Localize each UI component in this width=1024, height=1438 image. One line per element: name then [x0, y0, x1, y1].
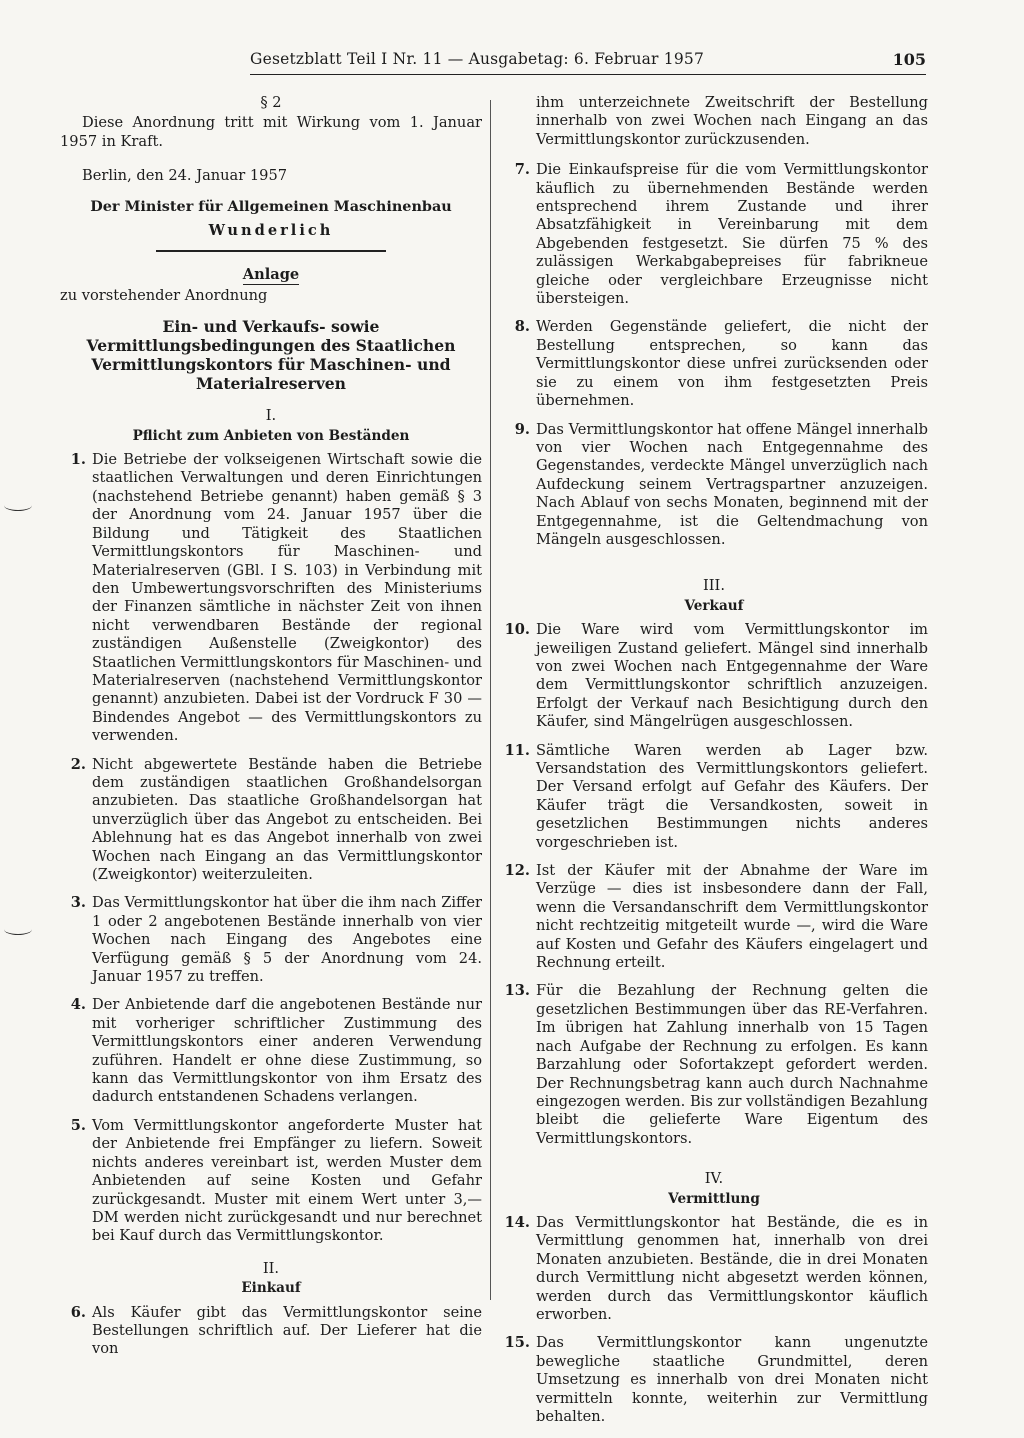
item-text: Als Käufer gibt das Vermittlungskontor seine Bestellungen schriftlich auf. Der Lieferer hat die von	[92, 1303, 482, 1358]
list-item-continuation	[500, 94, 928, 149]
list-item	[60, 996, 482, 1106]
item-text: Das Vermittlungskontor hat Bestände, die es in Vermittlung genommen hat, innerhalb von drei Monaten anzubieten. Bestände, die in drei Monaten durch Vermittlung nicht abgesetzt werden können, werden durch das Vermittlungskontor käuflich erworben.	[536, 1213, 928, 1323]
part-title: Einkauf	[241, 1280, 301, 1297]
item-number: 3.	[70, 894, 86, 912]
page-header	[250, 50, 926, 86]
margin-pencil-mark	[4, 924, 32, 935]
item-number: 4.	[70, 996, 86, 1014]
part-title: Pflicht zum Anbieten von Beständen	[132, 427, 410, 444]
item-number: 10.	[504, 621, 530, 639]
part-number: IV.	[704, 1170, 724, 1188]
right-column	[500, 94, 928, 1436]
list-item	[500, 982, 928, 1148]
annex-heading	[60, 266, 482, 284]
item-text: Das Vermittlungskontor kann ungenutzte bewegliche staatliche Grundmittel, deren Umsetzung es innerhalb von drei Monaten nicht vermitteln konnte, weiterhin zur Vermittlung behalten.	[536, 1334, 928, 1425]
list-item	[500, 1214, 928, 1324]
part-number: I.	[265, 407, 277, 425]
document-title: Ein- und Verkaufs- sowie Vermittlungsbedingungen des Staatlichen Vermittlungskontors für Maschinen- und Materialreserven	[86, 317, 456, 394]
list-item	[60, 1304, 482, 1359]
signer-name: Wunderlich	[208, 222, 334, 240]
list-item	[60, 756, 482, 885]
item-text: Für die Bezahlung der Rechnung gelten die gesetzlichen Bestimmungen über das RE-Verfahren. Im übrigen hat Zahlung innerhalb von 15 Tagen nach Aufgabe der Rechnung zu erfolgen. Es kann Barzahlung oder Sofortakzept gefordert werden. Der Rechnungsbetrag kann auch durch Nachnahme eingezogen werden. Bis zur vollständigen Bezahlung bleibt die gelieferte Ware Eigentum des Vermittlungskontors.	[536, 982, 928, 1147]
list-item	[500, 318, 928, 410]
part-number: III.	[703, 577, 725, 595]
list-item	[60, 894, 482, 986]
minister-title: Der Minister für Allgemeinen Maschinenbau	[90, 197, 452, 215]
item-number: 6.	[70, 1303, 86, 1321]
item-text: Der Anbietende darf die angebotenen Bestände nur mit vorheriger schriftlicher Zustimmung des Vermittlungskontors einer anderen Verwendung zuführen. Handelt er ohne diese Zustimmung, so kann das Vermittlungskontor von ihm Ersatz des dadurch entstandenen Schadens verlangen.	[92, 996, 482, 1106]
annex-subtitle: zu vorstehender Anordnung	[60, 286, 268, 304]
margin-pencil-mark	[4, 500, 32, 511]
list-item	[500, 161, 928, 308]
item-number: 13.	[504, 982, 530, 1000]
section-mark: § 2	[260, 94, 282, 111]
item-text: ihm unterzeichnete Zweitschrift der Bestellung innerhalb von zwei Wochen nach Eingang an das Vermittlungskontor zurückzusenden.	[536, 94, 928, 148]
item-text: Das Vermittlungskontor hat offene Mängel innerhalb von vier Wochen nach Entgegennahme des Gegenstandes, verdeckte Mängel unverzüglich nach Aufdeckung seinem Vertragspartner anzuzeigen. Nach Ablauf von sechs Monaten, beginnend mit der Entgegennahme, ist die Geltendmachung von Mängeln ausgeschlossen.	[536, 420, 928, 548]
part-number: II.	[262, 1259, 280, 1277]
item-number: 9.	[514, 420, 530, 438]
list-item	[500, 421, 928, 550]
list-item	[500, 1334, 928, 1426]
list-item	[500, 621, 928, 731]
part-title: Verkauf	[684, 597, 744, 614]
item-number: 5.	[70, 1116, 86, 1134]
list-item	[60, 1117, 482, 1246]
list-item	[500, 862, 928, 972]
item-text: Sämtliche Waren werden ab Lager bzw. Versandstation des Vermittlungskontors geliefert. Der Versand erfolgt auf Gefahr des Käufers. Der Käufer trägt die Versandkosten, soweit in gesetzlichen Bestimmungen nichts anderes vorgeschrieben ist.	[536, 741, 928, 851]
item-number: 1.	[70, 451, 86, 469]
item-number: 11.	[504, 741, 530, 759]
item-number: 14.	[504, 1213, 530, 1231]
item-number: 15.	[504, 1334, 530, 1352]
annex-label: Anlage	[242, 266, 300, 284]
item-text: Werden Gegenstände geliefert, die nicht der Bestellung entsprechen, so kann das Vermittlungskontor diese unfrei zurücksenden oder sie zu einem von ihm festgesetzten Preis übernehmen.	[536, 318, 928, 410]
part-title: Vermittlung	[668, 1190, 760, 1207]
left-column	[60, 94, 482, 1369]
item-text: Das Vermittlungskontor hat über die ihm nach Ziffer 1 oder 2 angebotenen Bestände innerhalb von vier Wochen nach Eingang des Angebotes eine Verfügung gemäß § 5 der Anordnung vom 24. Januar 1957 zu treffen.	[92, 894, 482, 986]
header-rule	[250, 74, 926, 75]
item-number: 8.	[514, 318, 530, 336]
item-text: Vom Vermittlungskontor angeforderte Muster hat der Anbietende frei Empfänger zu liefern. Soweit nichts anderes vereinbart ist, werden Muster dem Anbietenden auf seine Kosten und Gefahr zurückgesandt. Muster mit einem Wert unter 3,— DM werden nicht zurückgesandt und nur berechnet bei Kauf durch das Vermittlungskontor.	[92, 1116, 482, 1245]
list-item	[60, 451, 482, 746]
header-title: Gesetzblatt Teil I Nr. 11 — Ausgabetag: 6. Februar 1957	[250, 50, 705, 68]
item-number: 7.	[514, 161, 530, 179]
item-text: Ist der Käufer mit der Abnahme der Ware im Verzüge — dies ist insbesondere dann der Fall, wenn die Versandanschrift dem Vermittlungskontor nicht rechtzeitig mitgeteilt wurde —, wird die Ware auf Kosten und Gefahr des Käufers eingelagert und Rechnung erteilt.	[536, 862, 928, 972]
item-text: Nicht abgewertete Bestände haben die Betriebe dem zuständigen staatlichen Großhandelsorgan anzubieten. Das staatliche Großhandelsorgan hat unverzüglich über das Angebot zu entscheiden. Bei Ablehnung hat es das Angebot innerhalb von zwei Wochen nach Eingang an das Vermittlungskontor (Zweigkontor) weiterzuleiten.	[92, 755, 482, 883]
section-text: Diese Anordnung tritt mit Wirkung vom 1. Januar 1957 in Kraft.	[60, 114, 482, 150]
column-divider	[490, 100, 491, 1300]
item-text: Die Ware wird vom Vermittlungskontor im jeweiligen Zustand geliefert. Mängel sind innerhalb von zwei Wochen nach Entgegennahme der Ware dem Vermittlungskontor schriftlich anzuzeigen. Erfolgt der Verkauf nach Besichtigung durch den Käufer, sind Mängelrügen ausgeschlossen.	[536, 621, 928, 731]
item-text: Die Einkaufspreise für die vom Vermittlungskontor käuflich zu übernehmenden Bestände werden entsprechend ihrem Zustande und ihrer Absatzfähigkeit in Vereinbarung mit dem Abgebenden festgesetzt. Sie dürfen 75 % des zulässigen Werkabgabepreises für fabrikneue gleiche oder vergleichbare Erzeugnisse nicht übersteigen.	[536, 161, 928, 308]
item-number: 2.	[70, 755, 86, 773]
item-text: Die Betriebe der volkseigenen Wirtschaft sowie die staatlichen Verwaltungen und deren Einrichtungen (nachstehend Betriebe genannt) haben gemäß § 3 der Anordnung vom 24. Januar 1957 über die Bildung und Tätigkeit des Staatlichen Vermittlungskontors für Maschinen- und Materialreserven (GBl. I S. 103) in Verbindung mit den Umbewertungsvorschriften des Ministeriums der Finanzen sämtliche in nächster Zeit von ihnen nicht verwendbaren Bestände der regional zuständigen Außenstelle (Zweigkontor) des Staatlichen Vermittlungskontors für Maschinen- und Materialreserven (nachstehend Vermittlungskontor genannt) anzubieten. Dabei ist der Vordruck F 30 — Bindendes Angebot — des Vermittlungskontors zu verwenden.	[92, 451, 482, 745]
list-item	[500, 742, 928, 852]
page-number: 105	[892, 50, 926, 69]
place-date: Berlin, den 24. Januar 1957	[82, 167, 288, 185]
signature-rule	[156, 250, 386, 252]
item-number: 12.	[504, 862, 530, 880]
